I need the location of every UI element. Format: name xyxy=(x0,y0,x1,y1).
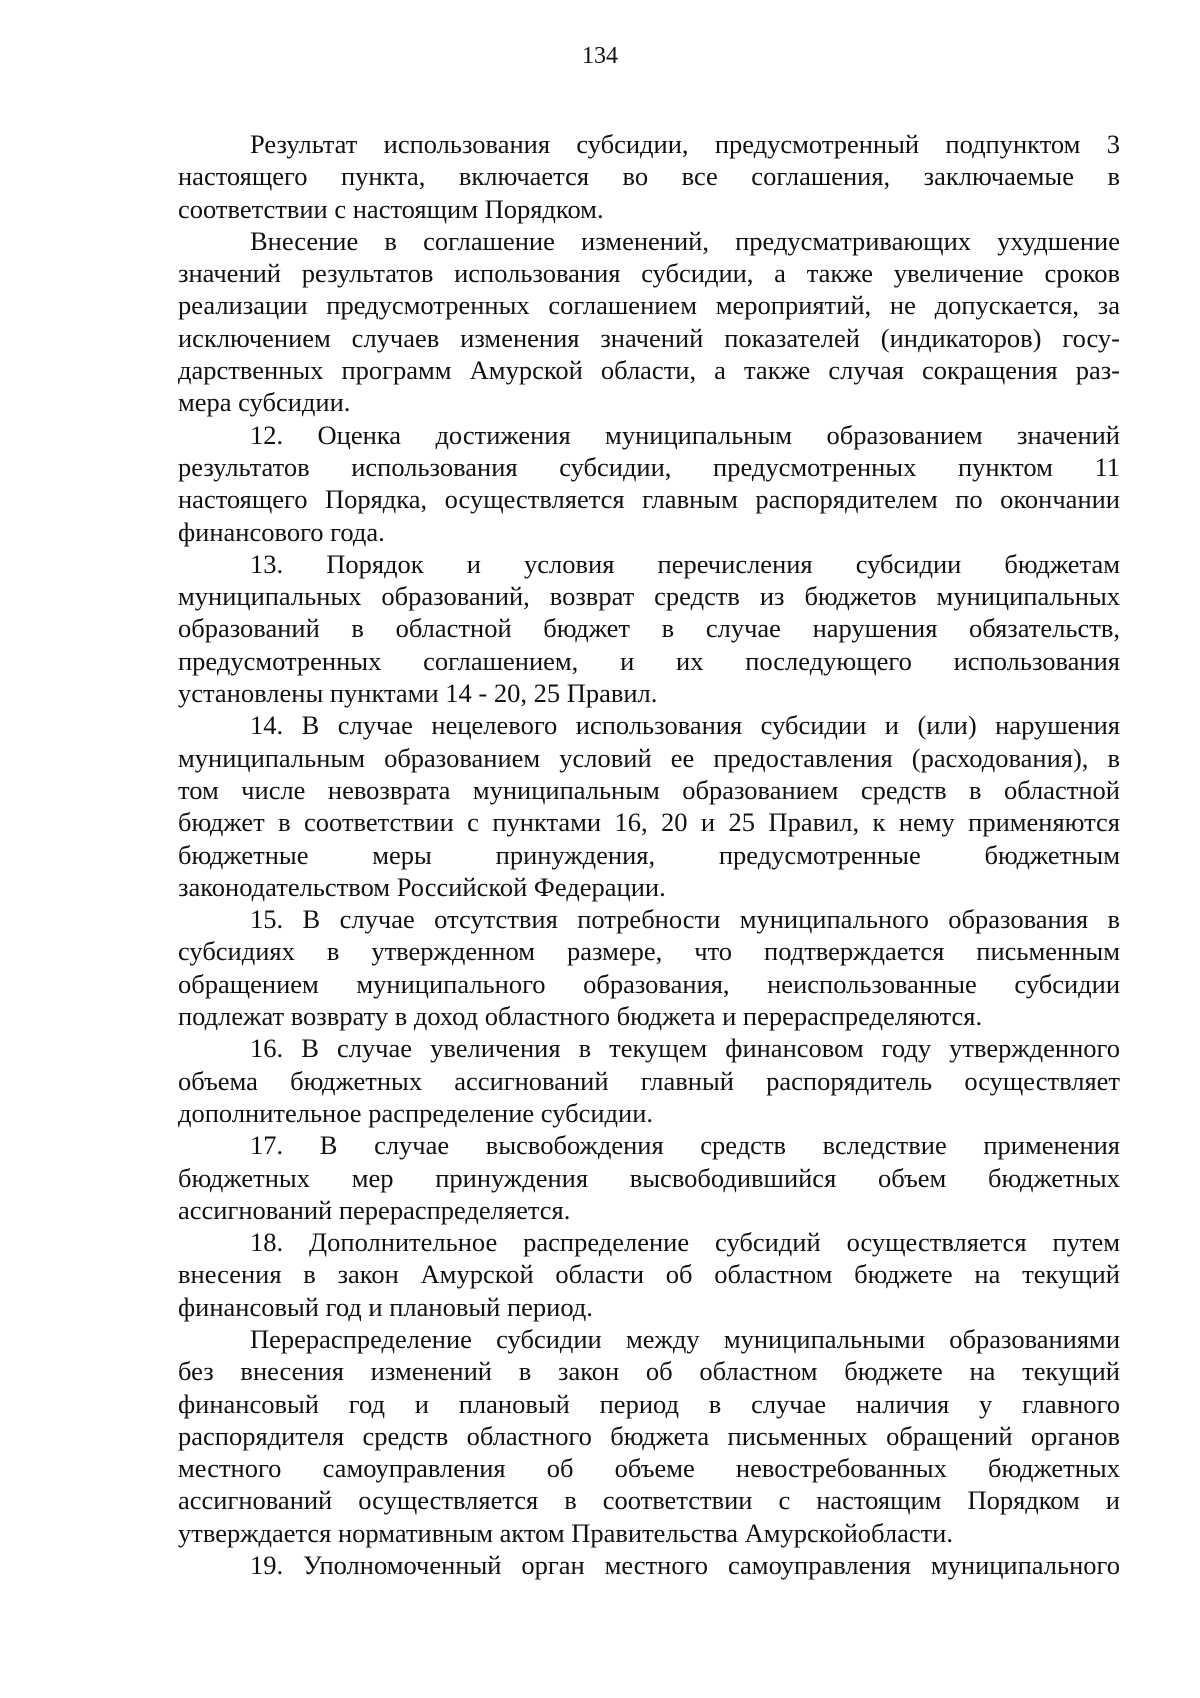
paragraph xyxy=(178,548,1120,709)
paragraph xyxy=(178,903,1120,1032)
text-line: обращением муниципального образования, неиспользованные субсидии xyxy=(178,968,1120,999)
text-line: субсидиях в утвержденном размере, что подтверждается письменным xyxy=(178,936,1120,967)
text-line: настоящего Порядка, осуществляется главным распорядителем по окончании xyxy=(178,484,1120,515)
text-line: бюджетные меры принуждения, предусмотренные бюджетным xyxy=(178,839,1120,870)
text-line: том числе невозврата муниципальным образованием средств в областной xyxy=(178,774,1120,805)
text-line: 18. Дополнительное распределение субсидий осуществляется путем xyxy=(250,1227,1120,1258)
paragraph xyxy=(178,225,1120,419)
paragraph xyxy=(178,419,1120,548)
text-line: настоящего пункта, включается во все соглашения, заключаемые в xyxy=(178,161,1120,192)
text-line: Внесение в соглашение изменений, предусматривающих ухудшение xyxy=(250,225,1120,256)
text-line: объема бюджетных ассигнований главный распорядитель осуществляет xyxy=(178,1065,1120,1096)
text-line: законодательством Российской Федерации. xyxy=(178,871,666,902)
text-line: мера субсидии. xyxy=(178,387,351,418)
paragraph xyxy=(178,128,1120,225)
text-line: финансовый год и плановый период. xyxy=(178,1291,593,1322)
paragraph xyxy=(178,709,1120,903)
text-line: дарственных программ Амурской области, а также случая сокращения раз- xyxy=(178,355,1120,386)
text-line: 15. В случае отсутствия потребности муниципального образования в xyxy=(250,904,1120,935)
paragraph xyxy=(178,1549,1120,1581)
text-line: 14. В случае нецелевого использования субсидии и (или) нарушения xyxy=(250,710,1120,741)
text-line: предусмотренных соглашением, и их последующего использования xyxy=(178,645,1120,676)
paragraph xyxy=(178,1129,1120,1226)
text-line: 19. Уполномоченный орган местного самоуправления муниципального xyxy=(250,1550,1120,1581)
text-line: подлежат возврату в доход областного бюджета и перераспределяются. xyxy=(178,1001,983,1032)
text-line: Результат использования субсидии, предусмотренный подпунктом 3 xyxy=(250,129,1120,159)
text-line: муниципальным образованием условий ее предоставления (расходования), в xyxy=(178,742,1120,773)
text-line: 13. Порядок и условия перечисления субсидии бюджетам xyxy=(250,548,1120,579)
text-line: ассигнований перераспределяется. xyxy=(178,1194,571,1225)
text-line: ассигнований осуществляется в соответствии с настоящим Порядком и xyxy=(178,1485,1120,1516)
text-line: финансовый год и плановый период в случае наличия у главного xyxy=(178,1388,1120,1419)
text-line: бюджетных мер принуждения высвободившийся объем бюджетных xyxy=(178,1162,1120,1193)
text-line: исключением случаев изменения значений показателей (индикаторов) госу- xyxy=(178,322,1120,353)
text-line: без внесения изменений в закон об областном бюджете на текущий xyxy=(178,1356,1120,1387)
text-line: распорядителя средств областного бюджета письменных обращений органов xyxy=(178,1420,1120,1451)
text-line: внесения в закон Амурской области об областном бюджете на текущий xyxy=(178,1259,1120,1290)
text-line: утверждается нормативным актом Правительства Амурскойобласти. xyxy=(178,1517,953,1548)
paragraph xyxy=(178,1323,1120,1549)
text-line: финансового года. xyxy=(178,516,385,547)
document-body xyxy=(178,128,1120,1581)
text-line: муниципальных образований, возврат средств из бюджетов муниципальных xyxy=(178,581,1120,612)
paragraph xyxy=(178,1032,1120,1129)
text-line: Перераспределение субсидии между муниципальными образованиями xyxy=(250,1323,1120,1354)
text-line: реализации предусмотренных соглашением мероприятий, не допускается, за xyxy=(178,290,1120,321)
text-line: дополнительное распределение субсидии. xyxy=(178,1097,654,1128)
page-number: 134 xyxy=(582,43,618,69)
text-line: установлены пунктами 14 - 20, 25 Правил. xyxy=(178,678,658,709)
text-line: бюджет в соответствии с пунктами 16, 20 и 25 Правил, к нему применяются xyxy=(178,807,1120,838)
text-line: 16. В случае увеличения в текущем финансовом году утвержденного xyxy=(250,1033,1120,1064)
text-line: местного самоуправления об объеме невостребованных бюджетных xyxy=(178,1453,1120,1484)
text-line: значений результатов использования субсидии, а также увеличение сроков xyxy=(178,258,1120,289)
text-line: образований в областной бюджет в случае нарушения обязательств, xyxy=(178,613,1120,644)
text-line: результатов использования субсидии, предусмотренных пунктом 11 xyxy=(178,451,1120,482)
text-line: 12. Оценка достижения муниципальным образованием значений xyxy=(250,419,1120,450)
paragraph xyxy=(178,1226,1120,1323)
text-line: соответствии с настоящим Порядком. xyxy=(178,193,604,224)
text-line: 17. В случае высвобождения средств вследствие применения xyxy=(250,1130,1120,1161)
